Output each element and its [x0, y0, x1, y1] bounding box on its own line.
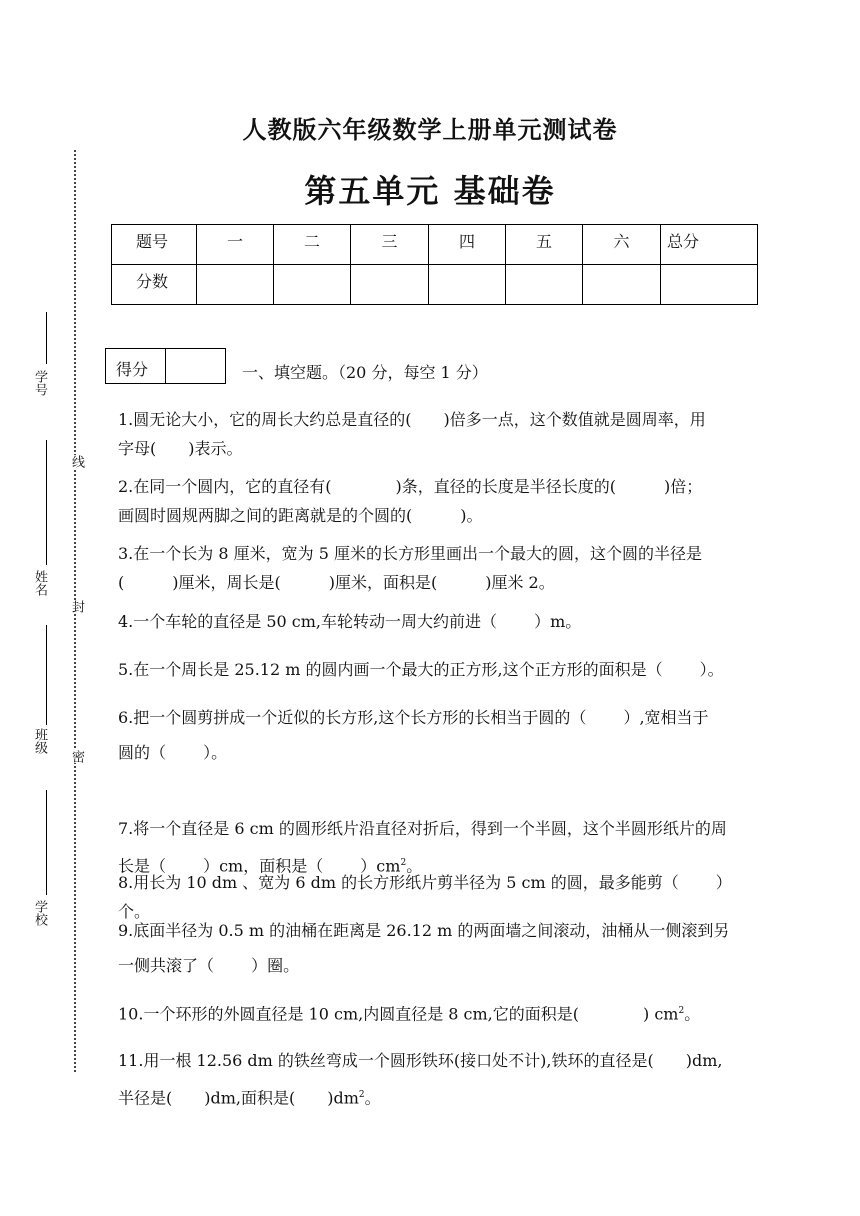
question-line: 4.一个车轮的直径是 50 cm,车轮转动一周大约前进（ ）m。 [118, 612, 582, 631]
question-11 [118, 1046, 760, 1112]
table-cell: 四 [429, 225, 506, 265]
question-4 [118, 607, 760, 636]
score-input-cell[interactable] [429, 265, 506, 305]
table-cell: 六 [583, 225, 661, 265]
question-text: 长是（ ）cm，面积是（ ）cm [118, 856, 401, 876]
question-line: 字母( )表示。 [118, 439, 243, 458]
section-score-label: 得分 [106, 349, 166, 383]
question-text: 。 [364, 1088, 381, 1108]
seal-char-xian: 线 [69, 455, 84, 468]
question-3 [118, 539, 760, 597]
table-cell: 三 [351, 225, 429, 265]
question-line: ( )厘米，周长是( )厘米，面积是( )厘米 2。 [118, 573, 555, 592]
seal-char-mi: 密 [69, 750, 84, 763]
score-table-score-row [112, 265, 758, 305]
student-id-field[interactable] [46, 312, 47, 364]
table-cell: 五 [506, 225, 583, 265]
question-2 [118, 472, 760, 530]
question-line: 一侧共滚了（ ）圈。 [118, 956, 300, 975]
superscript: 2 [678, 1006, 685, 1016]
question-1 [118, 405, 760, 463]
question-line: 5.在一个周长是 25.12 m 的圆内画一个最大的正方形,这个正方形的面积是（ ）。 [118, 660, 724, 679]
score-table [111, 224, 758, 305]
question-line: 7.将一个直径是 6 cm 的圆形纸片沿直径对折后，得到一个半圆，这个半圆形纸片的周 [118, 819, 727, 838]
question-line: 6.把一个圆剪拼成一个近似的长方形,这个长方形的长相当于圆的（ ）,宽相当于 [118, 708, 709, 727]
name-label: 姓名 [32, 570, 47, 596]
question-line: 3.在一个长为 8 厘米，宽为 5 厘米的长方形里画出一个最大的圆，这个圆的半径是 [118, 544, 702, 563]
class-field[interactable] [46, 625, 47, 725]
question-10 [118, 997, 760, 1028]
question-text: 10.一个环形的外圆直径是 10 cm,内圆直径是 8 cm,它的面积是( ) cm [118, 1004, 679, 1024]
score-input-cell[interactable] [661, 265, 758, 305]
score-input-cell[interactable] [274, 265, 351, 305]
superscript: 2 [400, 858, 407, 868]
score-input-cell[interactable] [351, 265, 429, 305]
school-field[interactable] [46, 790, 47, 895]
question-5 [118, 655, 760, 684]
question-line: 9.底面半径为 0.5 m 的油桶在距离是 26.12 m 的两面墙之间滚动，油桶从一侧滚到另 [118, 921, 730, 940]
question-line: 11.用一根 12.56 dm 的铁丝弯成一个圆形铁环(接口处不计),铁环的直径是( )dm, [118, 1051, 723, 1070]
name-field[interactable] [46, 440, 47, 565]
seal-char-feng: 封 [69, 600, 84, 613]
question-6 [118, 703, 760, 767]
question-line: 1.圆无论大小，它的周长大约总是直径的( )倍多一点，这个数值就是圆周率，用 [118, 410, 706, 429]
section-score-input[interactable] [166, 349, 225, 383]
question-line: 圆的（ ）。 [118, 743, 228, 762]
question-line: 2.在同一个圆内，它的直径有( )条，直径的长度是半径长度的( )倍； [118, 477, 703, 496]
table-cell: 一 [197, 225, 274, 265]
section-score-box [105, 348, 226, 384]
section-heading: 一、填空题。（20 分，每空 1 分） [242, 363, 488, 382]
table-cell: 总分 [661, 225, 758, 265]
table-cell: 分数 [112, 265, 197, 305]
question-9 [118, 916, 760, 980]
superscript: 2 [358, 1090, 365, 1100]
table-cell: 二 [274, 225, 351, 265]
page-title: 人教版六年级数学上册单元测试卷 [242, 115, 618, 144]
question-line: 画圆时圆规两脚之间的距离就是的个圆的( )。 [118, 506, 483, 525]
question-line [118, 1081, 760, 1112]
question-line: 8.用长为 10 dm 、宽为 6 dm 的长方形纸片剪半径为 5 cm 的圆，最多能剪（ ）个。 [118, 873, 732, 921]
student-id-label: 学号 [32, 370, 47, 396]
school-label: 学校 [32, 900, 47, 926]
score-input-cell[interactable] [506, 265, 583, 305]
page-subtitle: 第五单元 基础卷 [304, 172, 556, 210]
score-table-header-row [112, 225, 758, 265]
question-line [118, 997, 760, 1028]
class-label: 班级 [32, 728, 47, 754]
score-input-cell[interactable] [583, 265, 661, 305]
question-text: 。 [406, 856, 423, 876]
score-input-cell[interactable] [197, 265, 274, 305]
table-cell: 题号 [112, 225, 197, 265]
question-text: 。 [684, 1004, 701, 1024]
question-text: 半径是( )dm,面积是( )dm [118, 1088, 359, 1108]
